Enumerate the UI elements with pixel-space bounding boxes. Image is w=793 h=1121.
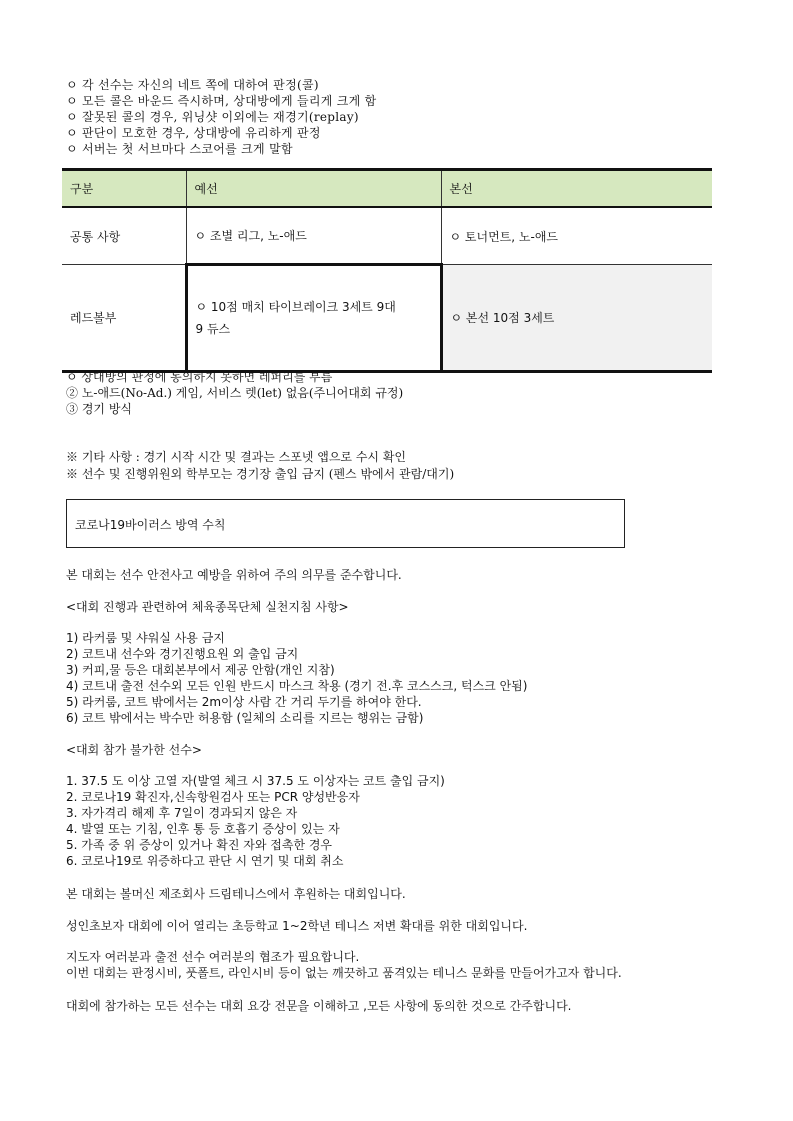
ineligible-item: 3. 자가격리 해제 후 7일이 경과되지 않은 자 (66, 806, 298, 820)
rule-item: ㅇ 각 선수는 자신의 네트 쪽에 대하여 판정(콜) (66, 78, 319, 92)
prelim-text: ㅇ 조별 리그, 노-애드 (194, 228, 307, 243)
rule-item: ㅇ 모든 콜은 바운드 즉시하며, 상대방에게 들리게 크게 함 (66, 94, 377, 108)
guideline-item: 3) 커피,물 등은 대회본부에서 제공 안함(개인 지참) (66, 663, 335, 677)
prelim-cell (186, 265, 441, 372)
guideline-item: 1) 라커룸 및 샤워실 사용 금지 (66, 631, 225, 645)
note-item: ② 노-애드(No-Ad.) 게임, 서비스 렛(let) 없음(주니어대회 규정) (66, 386, 404, 400)
covid-title-box (66, 499, 625, 548)
guideline-item: 2) 코트내 선수와 경기진행요원 외 출입 금지 (66, 647, 299, 661)
prelim-text: ㅇ 10점 매치 타이브레이크 3세트 9대 (195, 300, 396, 314)
misc-notes (66, 449, 454, 483)
prelim-text: 9 듀스 (195, 322, 231, 336)
schedule-table (62, 168, 712, 373)
ineligible-list (66, 773, 445, 869)
guideline-item: 5) 라커룸, 코트 밖에서는 2m이상 사람 간 거리 두기를 하여야 한다. (66, 695, 422, 709)
table-row (62, 207, 712, 265)
cooperation-line: 이번 대회는 판정시비, 풋폴트, 라인시비 등이 없는 깨끗하고 품격있는 테니스 문화를 만들어가고자 합니다. (66, 966, 622, 980)
row-label (62, 265, 186, 372)
cooperation-line: 지도자 여러분과 출전 선수 여러분의 협조가 필요합니다. (66, 950, 360, 964)
prelim-cell (186, 207, 441, 265)
cooperation-text (66, 949, 622, 981)
guide-heading: <대회 진행과 관련하여 체육종목단체 실천지침 사항> (66, 600, 349, 614)
ineligible-item: 4. 발열 또는 기침, 인후 통 등 호흡기 증상이 있는 자 (66, 822, 340, 836)
sponsor-text: 본 대회는 볼머신 제조회사 드림테니스에서 후원하는 대회입니다. (66, 887, 406, 901)
note-item: ㅇ 상대방의 판정에 동의하지 못하면 레퍼리를 부름 (66, 370, 333, 384)
ineligible-item: 2. 코로나19 확진자,신속항원검사 또는 PCR 양성반응자 (66, 790, 360, 804)
main-text: ㅇ 본선 10점 3세트 (450, 311, 555, 325)
table-row (62, 265, 712, 372)
header-category: 구분 (62, 170, 186, 208)
misc-item: ※ 기타 사항 : 경기 시작 시간 및 결과는 스포넷 앱으로 수시 확인 (66, 450, 407, 464)
rule-item: ㅇ 판단이 모호한 경우, 상대방에 유리하게 판정 (66, 126, 321, 140)
ineligible-heading: <대회 참가 불가한 선수> (66, 743, 202, 757)
header-main: 본선 (441, 170, 712, 208)
misc-item: ※ 선수 및 진행위원외 학부모는 경기장 출입 금지 (펜스 밖에서 관람/대기) (66, 467, 455, 481)
rules-list (66, 77, 726, 157)
guideline-item: 4) 코트내 출전 선수외 모든 인원 반드시 마스크 착용 (경기 전.후 코스스크, 턱스크 안됨) (66, 679, 528, 693)
main-cell (441, 207, 712, 265)
notes-list (66, 369, 403, 417)
agreement-text: 대회에 참가하는 모든 선수는 대회 요강 전문을 이해하고 ,모든 사항에 동의한 것으로 간주합니다. (66, 999, 572, 1013)
main-text: ㅇ 토너먼트, 노-애드 (449, 229, 559, 244)
row-label (62, 207, 186, 265)
ineligible-item: 5. 가족 중 위 증상이 있거나 확진 자와 접촉한 경우 (66, 838, 333, 852)
main-cell (441, 265, 712, 372)
ineligible-item: 6. 코로나19로 위증하다고 판단 시 연기 및 대회 취소 (66, 854, 344, 868)
header-preliminary: 예선 (186, 170, 441, 208)
row-label-text: 공통 사항 (70, 229, 121, 244)
intro-text: 본 대회는 선수 안전사고 예방을 위하여 주의 의무를 준수합니다. (66, 568, 402, 582)
table-header-row (62, 170, 712, 208)
ineligible-item: 1. 37.5 도 이상 고열 자(발열 체크 시 37.5 도 이상자는 코트 출입 금지) (66, 774, 445, 788)
rule-item: ㅇ 잘못된 콜의 경우, 위닝샷 이외에는 재경기(replay) (66, 110, 359, 124)
guideline-item: 6) 코트 밖에서는 박수만 허용함 (일체의 소리를 지르는 행위는 금함) (66, 711, 424, 725)
row-label-text: 레드볼부 (70, 311, 117, 325)
note-item: ③ 경기 방식 (66, 402, 132, 416)
guidelines-list (66, 630, 527, 726)
covid-title: 코로나19바이러스 방역 수칙 (75, 518, 226, 532)
rule-item: ㅇ 서버는 첫 서브마다 스코어를 크게 말함 (66, 142, 293, 156)
purpose-text: 성인초보자 대회에 이어 열리는 초등학교 1~2학년 테니스 저변 확대를 위한 대회입니다. (66, 919, 528, 933)
